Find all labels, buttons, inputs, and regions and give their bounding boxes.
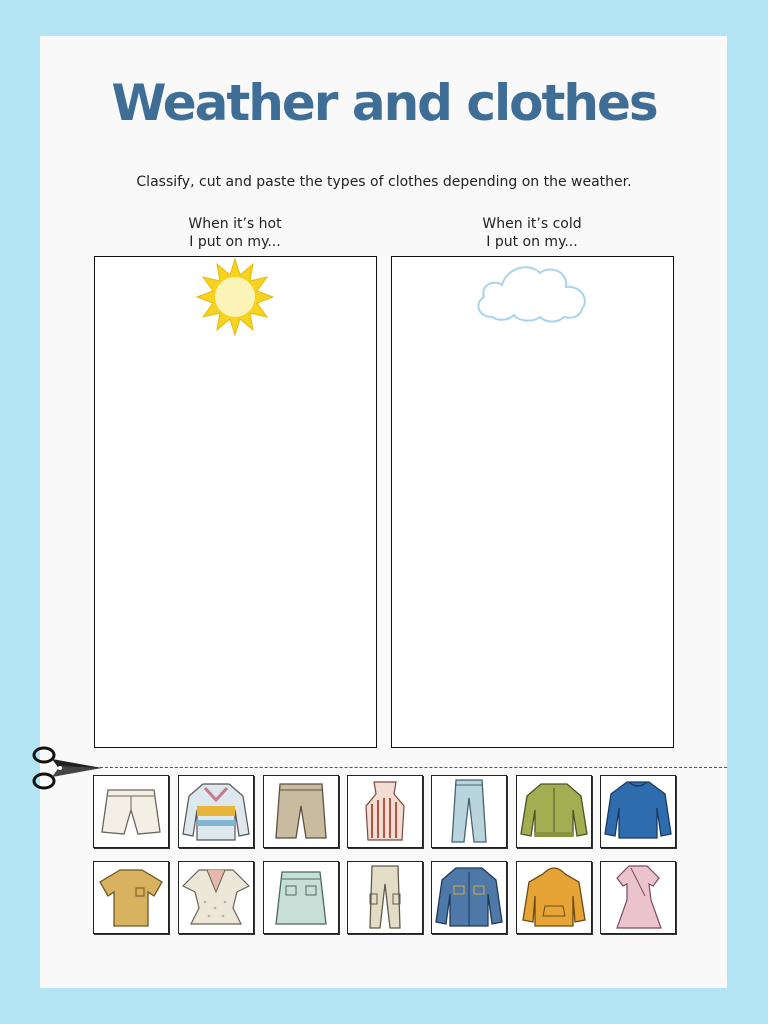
cloud-icon bbox=[472, 259, 592, 325]
clothing-card-mint-skirt[interactable] bbox=[263, 861, 339, 934]
instructions-text: Classify, cut and paste the types of clothes depending on the weather. bbox=[136, 174, 632, 190]
mustard-t-shirt-icon bbox=[94, 862, 168, 933]
clothing-card-mustard-t-shirt[interactable] bbox=[93, 861, 169, 934]
clothing-card-beige-cargo-pants[interactable] bbox=[347, 861, 423, 934]
clothing-card-yellow-hoodie[interactable] bbox=[516, 861, 592, 934]
clothing-card-denim-jacket[interactable] bbox=[431, 861, 507, 934]
hot-heading-line1: When it’s hot bbox=[188, 216, 282, 232]
sun-icon bbox=[193, 257, 277, 337]
clothing-card-khaki-shorts[interactable] bbox=[263, 775, 339, 848]
clothing-card-green-bomber-jacket[interactable] bbox=[516, 775, 592, 848]
beige-cargo-pants-icon bbox=[348, 862, 422, 933]
green-bomber-jacket-icon bbox=[517, 776, 591, 847]
clothing-card-blue-sweatshirt[interactable] bbox=[600, 775, 676, 848]
cold-heading-line2: I put on my... bbox=[486, 234, 578, 250]
mint-skirt-icon bbox=[264, 862, 338, 933]
hot-column-heading bbox=[94, 215, 376, 251]
hot-drop-box[interactable] bbox=[94, 256, 377, 748]
clothing-card-ruffled-blouse[interactable] bbox=[178, 861, 254, 934]
patterned-jacket-icon bbox=[179, 776, 253, 847]
khaki-shorts-icon bbox=[264, 776, 338, 847]
white-shorts-icon bbox=[94, 776, 168, 847]
clothing-card-patterned-jacket[interactable] bbox=[178, 775, 254, 848]
striped-tank-top-icon bbox=[348, 776, 422, 847]
clothing-card-pink-wrap-dress[interactable] bbox=[600, 861, 676, 934]
cold-drop-box[interactable] bbox=[391, 256, 674, 748]
yellow-hoodie-icon bbox=[517, 862, 591, 933]
cold-column-heading bbox=[391, 215, 673, 251]
light-jeans-icon bbox=[432, 776, 506, 847]
page-title: Weather and clothes bbox=[111, 74, 657, 132]
denim-jacket-icon bbox=[432, 862, 506, 933]
cut-line bbox=[60, 767, 727, 768]
pink-wrap-dress-icon bbox=[601, 862, 675, 933]
clothing-card-striped-tank-top[interactable] bbox=[347, 775, 423, 848]
ruffled-blouse-icon bbox=[179, 862, 253, 933]
cold-heading-line1: When it’s cold bbox=[482, 216, 582, 232]
hot-heading-line2: I put on my... bbox=[189, 234, 281, 250]
clothing-card-light-jeans[interactable] bbox=[431, 775, 507, 848]
clothing-card-white-shorts[interactable] bbox=[93, 775, 169, 848]
blue-sweatshirt-icon bbox=[601, 776, 675, 847]
